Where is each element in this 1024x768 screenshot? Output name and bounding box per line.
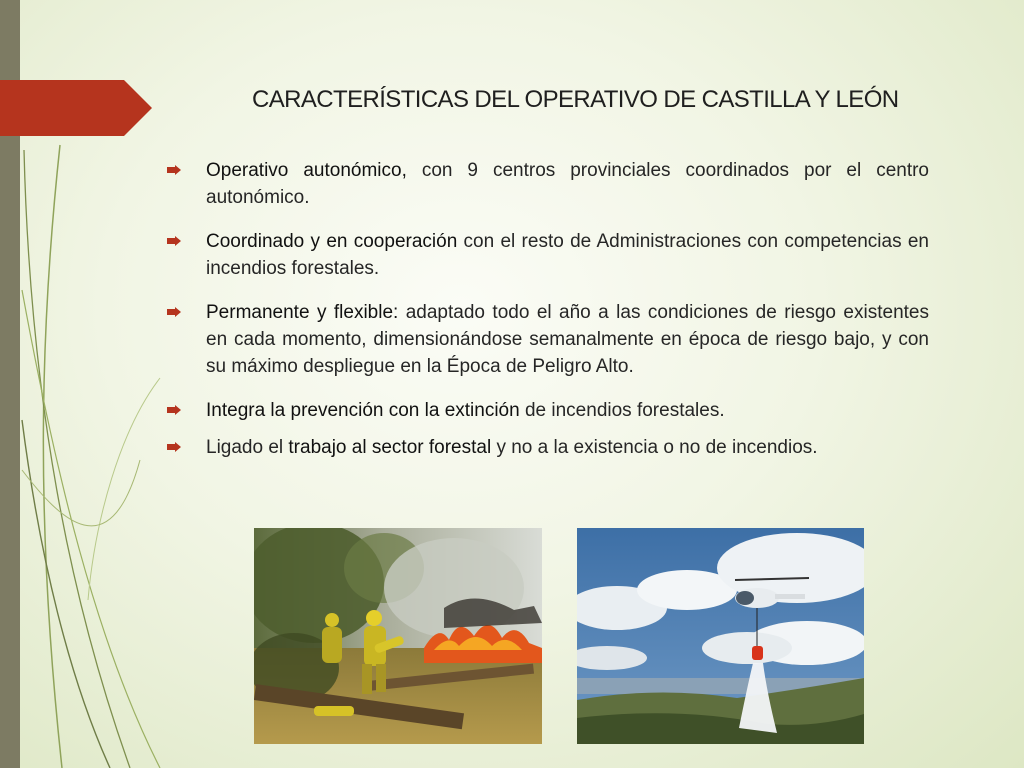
bullet-lead-text: Ligado el xyxy=(206,437,289,458)
arrow-bullet-icon xyxy=(167,236,181,246)
arrow-bullet-icon xyxy=(167,307,181,317)
firefighters-fire-photo xyxy=(254,528,542,744)
bullet-item xyxy=(167,157,929,211)
bullet-item xyxy=(167,228,929,282)
bullet-rest-text: adaptado todo el año a las condiciones de riesgo existentes en cada momento, dimensionándose semanalmente en época de riesgo bajo, y con su máximo despliegue en la Época de Peligro Alto. xyxy=(206,302,929,377)
arrow-bullet-icon xyxy=(167,165,181,175)
helicopter-water-drop-photo xyxy=(577,528,864,744)
bullet-rest-text: con el resto de Administraciones con competencias en incendios forestales. xyxy=(206,231,929,279)
bullet-list xyxy=(167,157,929,478)
accent-arrow-shape xyxy=(0,80,152,136)
bullet-item xyxy=(167,397,929,424)
bullet-bold-text: Coordinado y en cooperación xyxy=(206,231,458,252)
bullet-item xyxy=(167,299,929,380)
arrow-bullet-icon xyxy=(167,442,181,452)
bullet-bold-text: trabajo al sector forestal xyxy=(288,437,492,458)
bullet-bold-text: Operativo autonómico, xyxy=(206,160,407,181)
bullet-bold-text: Permanente y flexible: xyxy=(206,302,399,323)
arrow-bullet-icon xyxy=(167,405,181,415)
bullet-item xyxy=(167,434,929,461)
bullet-rest-text: y no a la existencia o no de incendios. xyxy=(491,437,818,458)
bullet-rest-text: de incendios forestales. xyxy=(519,400,725,421)
bullet-bold-text: Integra la prevención con la extinción xyxy=(206,400,520,421)
slide-title: CARACTERÍSTICAS DEL OPERATIVO DE CASTILLA Y LEÓN xyxy=(252,86,899,113)
bullet-rest-text: con 9 centros provinciales coordinados por el centro autonómico. xyxy=(206,160,929,208)
